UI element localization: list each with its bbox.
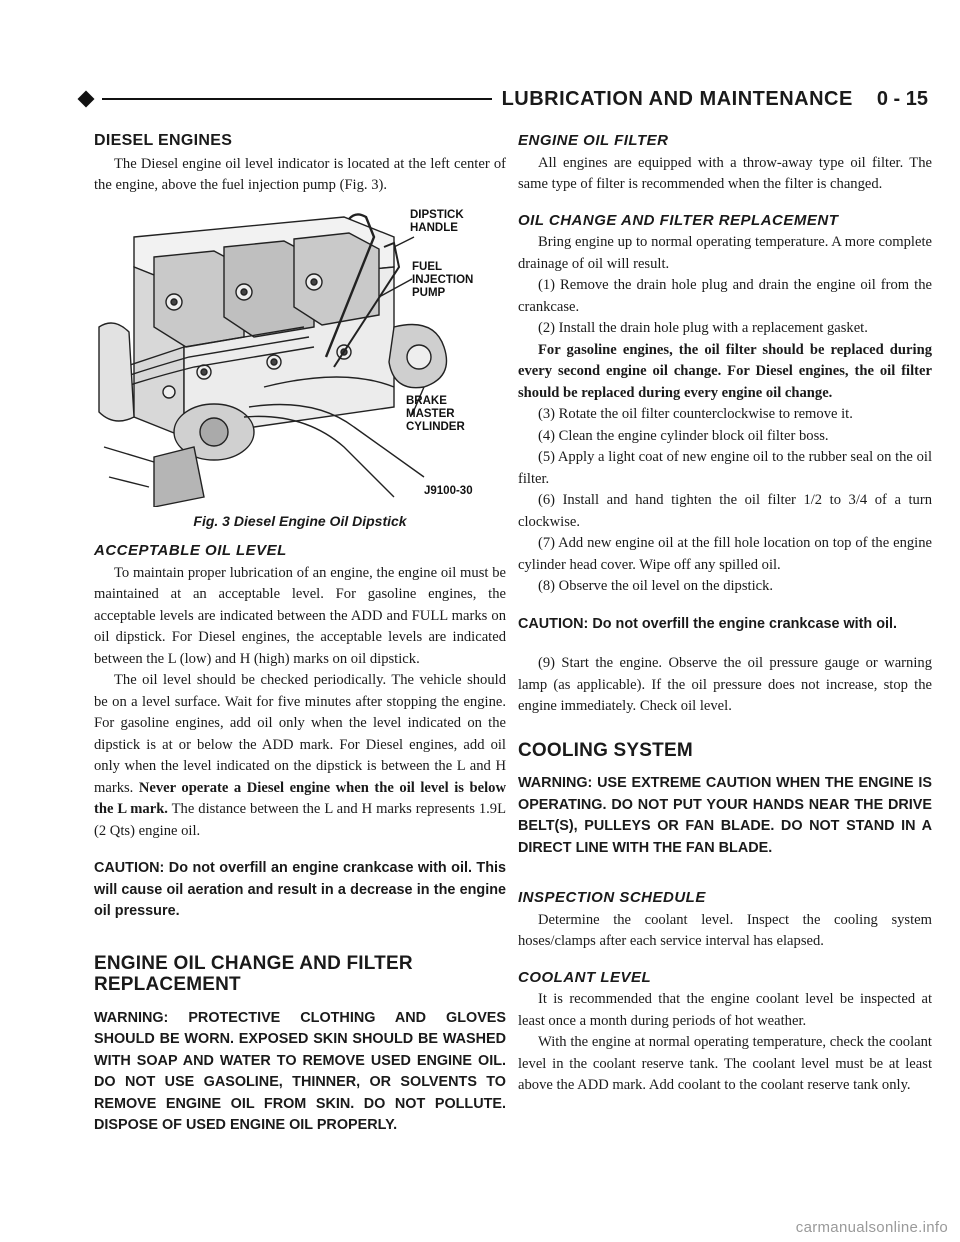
step-7: (7) Add new engine oil at the fill hole location on top of the engine cylinder head cover. Wipe off any spilled oil.	[518, 535, 932, 573]
coolant-level-heading: COOLANT LEVEL	[518, 968, 652, 986]
inspection-schedule-heading: INSPECTION SCHEDULE	[518, 889, 706, 906]
oil-check-text-c: The distance between the L and H marks represents 1.9L (2 Qts) engine oil.	[94, 801, 506, 839]
step-4: (4) Clean the engine cylinder block oil filter boss.	[538, 427, 829, 444]
engine-oil-filter-heading: ENGINE OIL FILTER	[518, 132, 669, 149]
diesel-engines-text: The Diesel engine oil level indicator is located at the left center of the engine, above the fuel injection pump (Fig. 3).	[94, 155, 506, 193]
brake-master-cylinder-label: BRAKE MASTER CYLINDER	[406, 394, 465, 433]
fuel-injection-pump-label: FUEL INJECTION PUMP	[412, 260, 474, 299]
oil-check-text	[94, 670, 506, 842]
engine-oil-filter-text: All engines are equipped with a throw-away type oil filter. The same type of filter is recommended when the filter is changed.	[518, 154, 932, 192]
coolant-level-text-1: It is recommended that the engine coolant level be inspected at least once a month during periods of hot weather.	[518, 991, 932, 1029]
right-column	[518, 130, 932, 1097]
watermark: carmanualsonline.info	[795, 1219, 948, 1236]
diesel-engines-heading: DIESEL ENGINES	[94, 132, 233, 149]
page-header	[80, 84, 928, 114]
page-number: 0 - 15	[876, 87, 928, 110]
figure-code-label: J9100-30	[424, 484, 473, 497]
step-6: (6) Install and hand tighten the oil filter 1/2 to 3/4 of a turn clockwise.	[518, 492, 932, 530]
oil-check-bold: Never operate a Diesel engine when the oil level is below the L mark.	[94, 779, 506, 817]
acceptable-oil-level-text: To maintain proper lubrication of an engine, the engine oil must be maintained at an acceptable level. For gasoline engines, the acceptable levels are indicated between the ADD and FULL marks on oil dipstick. For Diesel engines, the acceptable levels are indicated between the L (low) and H (high) marks on oil dipstick.	[94, 564, 506, 667]
step-8: (8) Observe the oil level on the dipstick.	[538, 578, 774, 594]
diamond-bullet-icon	[78, 91, 95, 108]
oil-change-heading: ENGINE OIL CHANGE AND FILTER REPLACEMENT	[94, 952, 413, 995]
step-2: (2) Install the drain hole plug with a replacement gasket.	[538, 320, 868, 336]
header-title: LUBRICATION AND MAINTENANCE	[501, 87, 853, 110]
oil-check-text-a: The oil level should be checked periodically. The vehicle should be on a level surface. Wait for five minutes after stopping the engine. For gasoline engines, add oil only when the level indicated on the dipstick is at or below the ADD mark. For Diesel engines, add oil only when the level indicated on the dipstick is between the L and H marks.	[94, 672, 506, 796]
inspection-schedule-text: Determine the coolant level. Inspect the cooling system hoses/clamps after each service interval has elapsed.	[518, 911, 932, 949]
replace-intro-text: Bring engine up to normal operating temperature. A more complete drainage of oil will result.	[518, 234, 932, 272]
caution-overfill-crankcase: CAUTION: Do not overfill the engine crankcase with oil.	[518, 615, 898, 632]
warning-protective-clothing: WARNING: PROTECTIVE CLOTHING AND GLOVES SHOULD BE WORN. EXPOSED SKIN SHOULD BE WASHED WITH SOAP AND WATER TO REMOVE USED ENGINE OIL. DO NOT USE GASOLINE, THINNER, OR SOLVENTS TO REMOVE ENGINE OIL FROM SKIN. DO NOT POLLUTE. DISPOSE OF USED ENGINE OIL PROPERLY.	[94, 1009, 506, 1133]
engine-drawing	[94, 207, 506, 507]
step-5: (5) Apply a light coat of new engine oil to the rubber seal on the oil filter.	[518, 449, 932, 487]
step-9: (9) Start the engine. Observe the oil pressure gauge or warning lamp (as applicable). If the oil pressure does not increase, stop the engine immediately. Check oil level.	[518, 655, 932, 714]
header-rule	[102, 98, 492, 100]
left-column	[94, 130, 506, 1137]
acceptable-oil-level-heading: ACCEPTABLE OIL LEVEL	[94, 542, 287, 559]
oil-change-filter-heading: OIL CHANGE AND FILTER REPLACEMENT	[518, 211, 839, 229]
caution-overfill: CAUTION: Do not overfill an engine crankcase with oil. This will cause oil aeration and result in a decrease in the engine oil pressure.	[94, 860, 506, 919]
dipstick-handle-label: DIPSTICK HANDLE	[410, 208, 464, 234]
warning-fan-blade: WARNING: USE EXTREME CAUTION WHEN THE ENGINE IS OPERATING. DO NOT PUT YOUR HANDS NEAR THE DRIVE BELT(S), PULLEYS OR FAN BLADE. DO NOT STAND IN A DIRECT LINE WITH THE FAN BLADE.	[518, 775, 932, 856]
filter-interval-bold: For gasoline engines, the oil filter should be replaced during every second engine oil change. For Diesel engines, the oil filter should be replaced during every engine oil change.	[518, 341, 932, 401]
engine-figure	[94, 207, 506, 507]
figure-caption: Fig. 3 Diesel Engine Oil Dipstick	[193, 512, 407, 529]
step-3: (3) Rotate the oil filter counterclockwise to remove it.	[538, 406, 853, 422]
step-1: (1) Remove the drain hole plug and drain the engine oil from the crankcase.	[518, 277, 932, 315]
filter-interval-note	[518, 340, 932, 405]
cooling-system-heading: COOLING SYSTEM	[518, 739, 693, 761]
coolant-level-text-2: With the engine at normal operating temperature, check the coolant level in the coolant reserve tank. The coolant level must be at least above the ADD mark. Add coolant to the coolant reserve tank only.	[518, 1034, 932, 1093]
